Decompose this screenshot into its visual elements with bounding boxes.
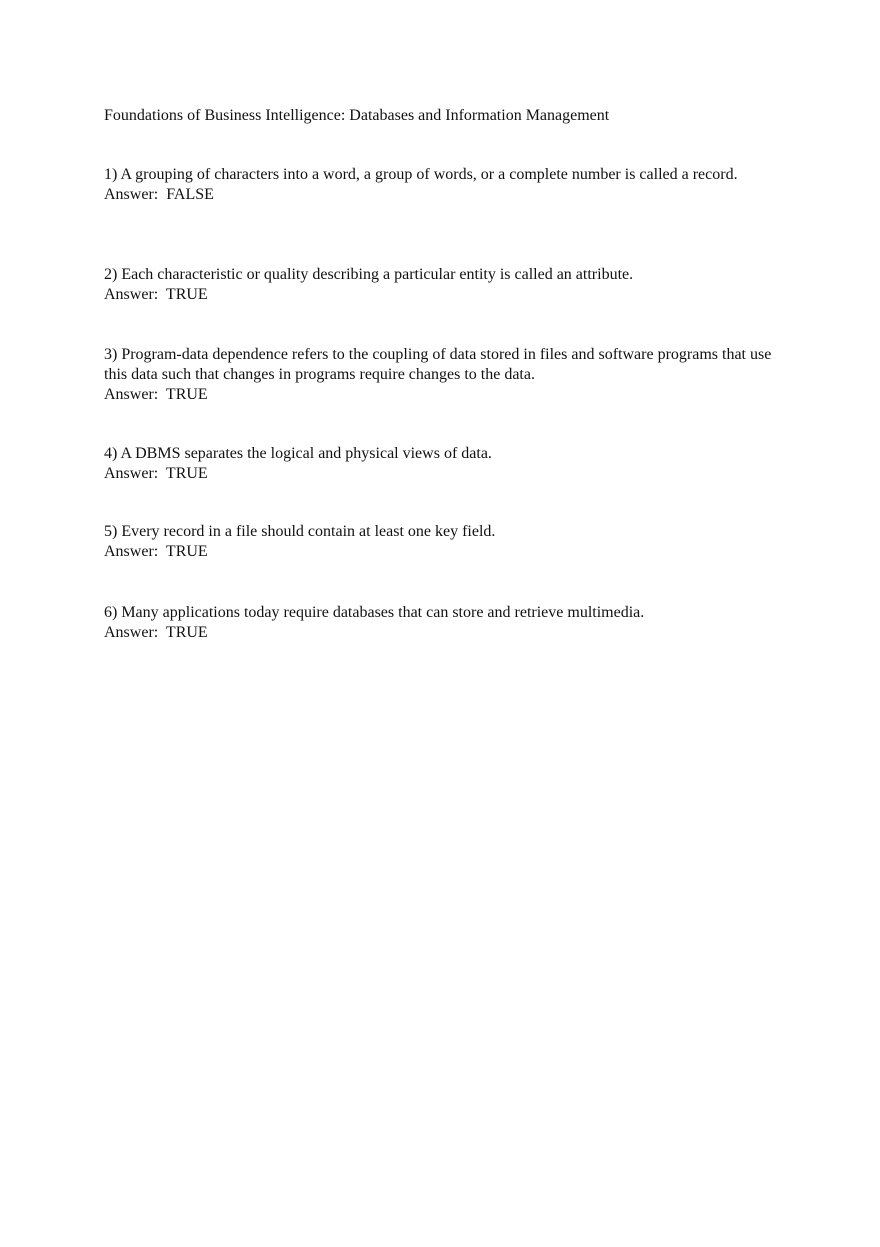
question-answer: Answer: FALSE xyxy=(104,186,214,203)
question-text: 3) Program-data dependence refers to the coupling of data stored in files and software programs that use this data such that changes in programs require changes to the data. xyxy=(104,346,772,383)
question-text: 1) A grouping of characters into a word, a group of words, or a complete number is called a record. xyxy=(104,166,738,183)
question-text: 6) Many applications today require databases that can store and retrieve multimedia. xyxy=(104,604,645,621)
question-item xyxy=(104,522,784,562)
question-item xyxy=(104,165,784,205)
document-title: Foundations of Business Intelligence: Databases and Information Management xyxy=(104,107,610,124)
question-answer: Answer: TRUE xyxy=(104,386,208,403)
question-answer: Answer: TRUE xyxy=(104,624,208,641)
question-text: 5) Every record in a file should contain at least one key field. xyxy=(104,523,496,540)
question-answer: Answer: TRUE xyxy=(104,465,208,482)
question-text: 4) A DBMS separates the logical and physical views of data. xyxy=(104,445,492,462)
question-answer: Answer: TRUE xyxy=(104,543,208,560)
question-item xyxy=(104,345,784,405)
question-text: 2) Each characteristic or quality describing a particular entity is called an attribute. xyxy=(104,266,634,283)
question-item xyxy=(104,444,784,484)
question-answer: Answer: TRUE xyxy=(104,286,208,303)
question-item xyxy=(104,265,784,305)
question-item xyxy=(104,603,784,643)
